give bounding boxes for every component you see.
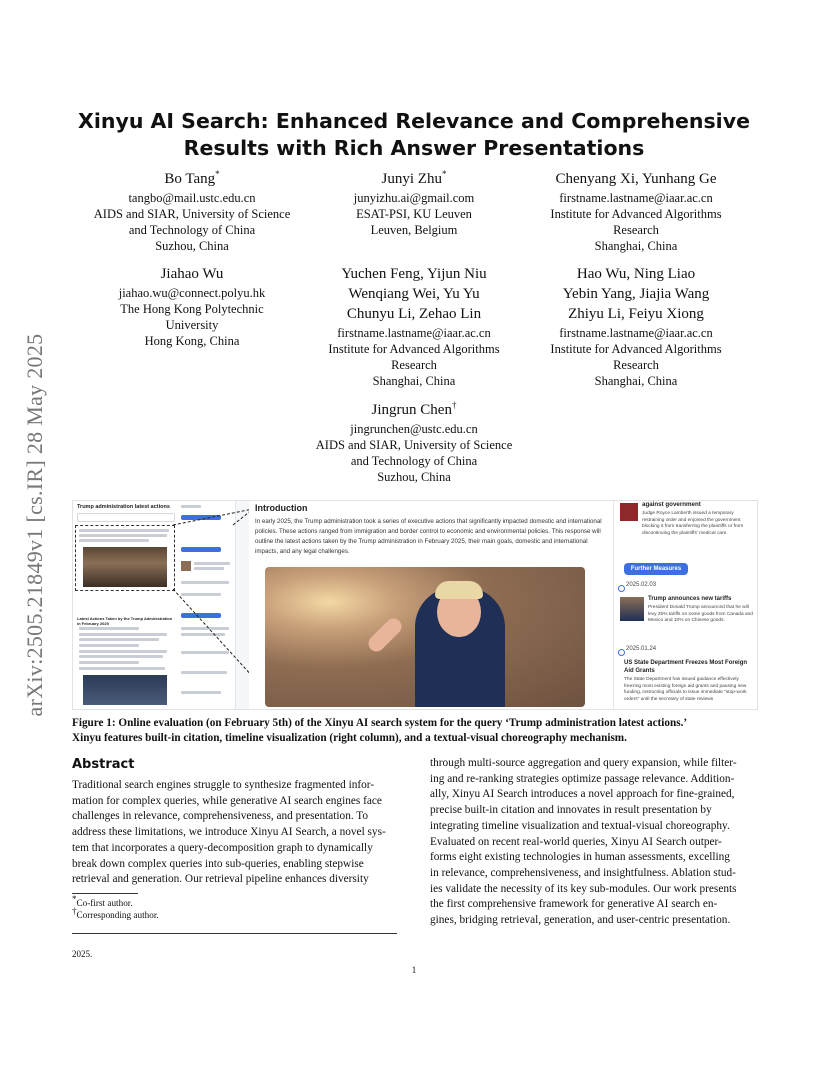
abstract-line: in relevance, comprehensiveness, and insightfulness. Ablation stud- <box>430 866 736 879</box>
author-email: firstname.lastname@iaar.ac.cn <box>337 326 491 340</box>
figure-1-screenshot <box>72 500 758 710</box>
author-affiliation: AIDS and SIAR, University of Science <box>93 207 291 221</box>
timeline-column <box>613 501 758 709</box>
intro-text: In early 2025, the Trump administration took a series of executive actions that significantly impacted domestic and international policies. These actions ranged from immigration and border control to economic and environmental policies. This response will outline the latest actions taken by the Trump administration in February 2025, their main goals, domestic and international impacts, and any legal challenges. <box>255 518 602 555</box>
author-block-3 <box>516 170 756 254</box>
event2-title: US State Department Freezes Most Foreign Aid Grants <box>624 660 748 674</box>
title-line-1: Xinyu AI Search: Enhanced Relevance and Comprehensive <box>78 109 750 133</box>
author-name: Yebin Yang, Jiajia Wang <box>562 286 710 302</box>
event1-text: President Donald Trump announced that he will levy 25% tariffs on some goods from Canada and Mexico and 10% on Chinese goods. <box>648 605 753 623</box>
author-affiliation: AIDS and SIAR, University of Science <box>315 438 513 452</box>
abstract-line: forms eight existing technologies in human assessments, excelling <box>430 851 730 864</box>
author-affiliation: Research <box>613 223 659 237</box>
author-block-6 <box>516 265 756 389</box>
author-block-4 <box>72 265 312 349</box>
author-name: Chunyu Li, Zehao Lin <box>346 306 482 322</box>
abstract-right-column <box>430 756 756 929</box>
author-affiliation: Research <box>613 358 659 372</box>
further-measures-button[interactable]: Further Measures <box>624 563 688 575</box>
abstract-line: gines, bridging retrieval, generation, and user-centric presentation. <box>430 914 731 927</box>
arxiv-id: arXiv:2505.21849v1 [cs.IR] 28 May 2025 <box>22 333 47 717</box>
timeline-date-2: 2025.01.24 <box>626 646 657 652</box>
event2-text: The State Department has issued guidance effectively freezing most existing foreign aid grants and pausing new funding, instructing officials to issue immediate "stop-work orders" until the secretary of state reviews <box>624 677 747 702</box>
footnote-cofirst <box>72 893 133 909</box>
left-photo <box>83 547 167 587</box>
footnote-rule <box>72 893 138 894</box>
author-affiliation: Institute for Advanced Algorithms <box>550 207 722 221</box>
author-name: Zhiyu Li, Feiyu Xiong <box>568 306 704 322</box>
left-query-title: Trump administration latest actions <box>77 504 170 510</box>
author-email: jingrunchen@ustc.edu.cn <box>350 422 478 436</box>
timeline-top-title: against government <box>642 501 701 508</box>
author-mark: † <box>451 400 457 410</box>
abstract-line: address these limitations, we introduce Xinyu AI Search, a novel sys- <box>72 826 386 839</box>
author-email: tangbo@mail.ustc.edu.cn <box>128 191 256 205</box>
abstract-line: through multi-source aggregation and query expansion, while filter- <box>430 757 737 769</box>
left-heading: Latest Actions Taken by the Trump Administration in February 2025 <box>77 616 173 626</box>
abstract-left-column <box>72 778 398 888</box>
arxiv-stamp <box>20 290 50 760</box>
abstract-line: break down complex queries into sub-queries, enabling stepwise <box>72 857 364 870</box>
author-block-7 <box>294 401 534 485</box>
abstract-line: ies validate the necessity of its key sub-modules. Our work presents <box>430 882 737 895</box>
paper-title <box>60 108 768 162</box>
introduction-panel <box>249 501 613 709</box>
author-email: firstname.lastname@iaar.ac.cn <box>559 326 713 340</box>
author-affiliation: Institute for Advanced Algorithms <box>550 342 722 356</box>
author-name: Jiahao Wu <box>160 266 224 282</box>
abstract-line: ing and re-ranking strategies optimize passage relevance. Addition- <box>430 772 735 785</box>
author-name: Chenyang Xi, Yunhang Ge <box>555 171 717 187</box>
footnote-corresponding <box>72 905 159 921</box>
author-block-5 <box>294 265 534 389</box>
author-affiliation: Research <box>391 358 437 372</box>
copyright-rule <box>72 933 397 934</box>
abstract-heading: Abstract <box>72 757 135 772</box>
author-location: Shanghai, China <box>372 374 456 388</box>
intro-photo <box>265 567 585 707</box>
caption-line-1: Figure 1: Online evaluation (on February 5th) of the Xinyu AI search system for the query ‘Trump administration latest actions.’ <box>72 717 688 729</box>
author-name: Jingrun Chen <box>371 402 452 418</box>
connector-lines <box>173 501 253 709</box>
author-location: Shanghai, China <box>594 374 678 388</box>
page-number: 1 <box>411 965 417 975</box>
event1-title: Trump announces new tariffs <box>648 596 732 602</box>
author-block-2 <box>294 170 534 238</box>
abstract-line: tem that incorporates a query-decomposition graph to dynamically <box>72 841 373 854</box>
author-block-1 <box>72 170 312 254</box>
abstract-line: retrieval and generation. Our retrieval pipeline enhances diversity <box>72 873 369 886</box>
author-affiliation: The Hong Kong Polytechnic <box>120 302 264 316</box>
abstract-line: precise built-in citation and innovates in result presentation by <box>430 804 712 817</box>
left-answer-panel <box>73 501 178 709</box>
copyright-year: 2025. <box>72 949 93 959</box>
abstract-line: challenges in relevance, comprehensiveness, and presentation. To <box>72 810 369 823</box>
figure-caption <box>72 716 756 746</box>
timeline-top-text: Judge Royce Lamberth issued a temporary restraining order and enjoined the government blocking it from transferring the plaintiffs or from discontinuing the plaintiffs' medical care. <box>642 511 744 536</box>
author-name: Hao Wu, Ning Liao <box>576 266 696 282</box>
author-affiliation: ESAT-PSI, KU Leuven <box>356 207 472 221</box>
author-email: jiahao.wu@connect.polyu.hk <box>118 286 266 300</box>
author-email: firstname.lastname@iaar.ac.cn <box>559 191 713 205</box>
author-name: Yuchen Feng, Yijun Niu <box>341 266 487 282</box>
author-name: Junyi Zhu <box>381 171 442 187</box>
left-photo-2 <box>83 675 167 705</box>
author-location: Hong Kong, China <box>144 334 240 348</box>
author-email: junyizhu.ai@gmail.com <box>353 191 475 205</box>
author-location: Leuven, Belgium <box>370 223 458 237</box>
footnote-mark: * <box>72 893 77 904</box>
caption-line-2: Xinyu features built-in citation, timeline visualization (right column), and a textual-visual choreography mechanism. <box>72 732 627 744</box>
abstract-line: Traditional search engines struggle to synthesize fragmented infor- <box>72 779 375 791</box>
author-affiliation: and Technology of China <box>350 454 478 468</box>
search-box[interactable] <box>77 513 175 522</box>
author-location: Suzhou, China <box>155 239 229 253</box>
author-name: Wenqiang Wei, Yu Yu <box>348 286 480 302</box>
author-location: Suzhou, China <box>377 470 451 484</box>
author-location: Shanghai, China <box>594 239 678 253</box>
footnote-mark: † <box>72 905 77 916</box>
title-line-2: Results with Rich Answer Presentations <box>183 136 645 160</box>
author-mark: * <box>215 169 220 179</box>
author-affiliation: and Technology of China <box>128 223 256 237</box>
footnote-text: Co-first author. <box>76 898 133 908</box>
author-affiliation: University <box>165 318 219 332</box>
abstract-line: Evaluated on recent real-world queries, Xinyu AI Search outper- <box>430 835 722 848</box>
timeline-thumb-1 <box>620 503 638 521</box>
abstract-line: ally, Xinyu AI Search introduces a novel approach for fine-grained, <box>430 788 735 801</box>
author-affiliation: Institute for Advanced Algorithms <box>328 342 500 356</box>
abstract-line: mation for complex queries, while generative AI search engines face <box>72 794 382 807</box>
author-mark: * <box>441 169 447 179</box>
timeline-date-1: 2025.02.03 <box>626 582 657 588</box>
author-name: Bo Tang <box>164 171 216 187</box>
intro-heading: Introduction <box>255 503 308 513</box>
abstract-line: the first comprehensive framework for generative AI search en- <box>430 898 718 911</box>
timeline-thumb-2 <box>620 597 644 621</box>
footnote-text: Corresponding author. <box>76 910 159 920</box>
abstract-line: integrating timeline visualization and textual-visual choreography. <box>430 819 730 832</box>
